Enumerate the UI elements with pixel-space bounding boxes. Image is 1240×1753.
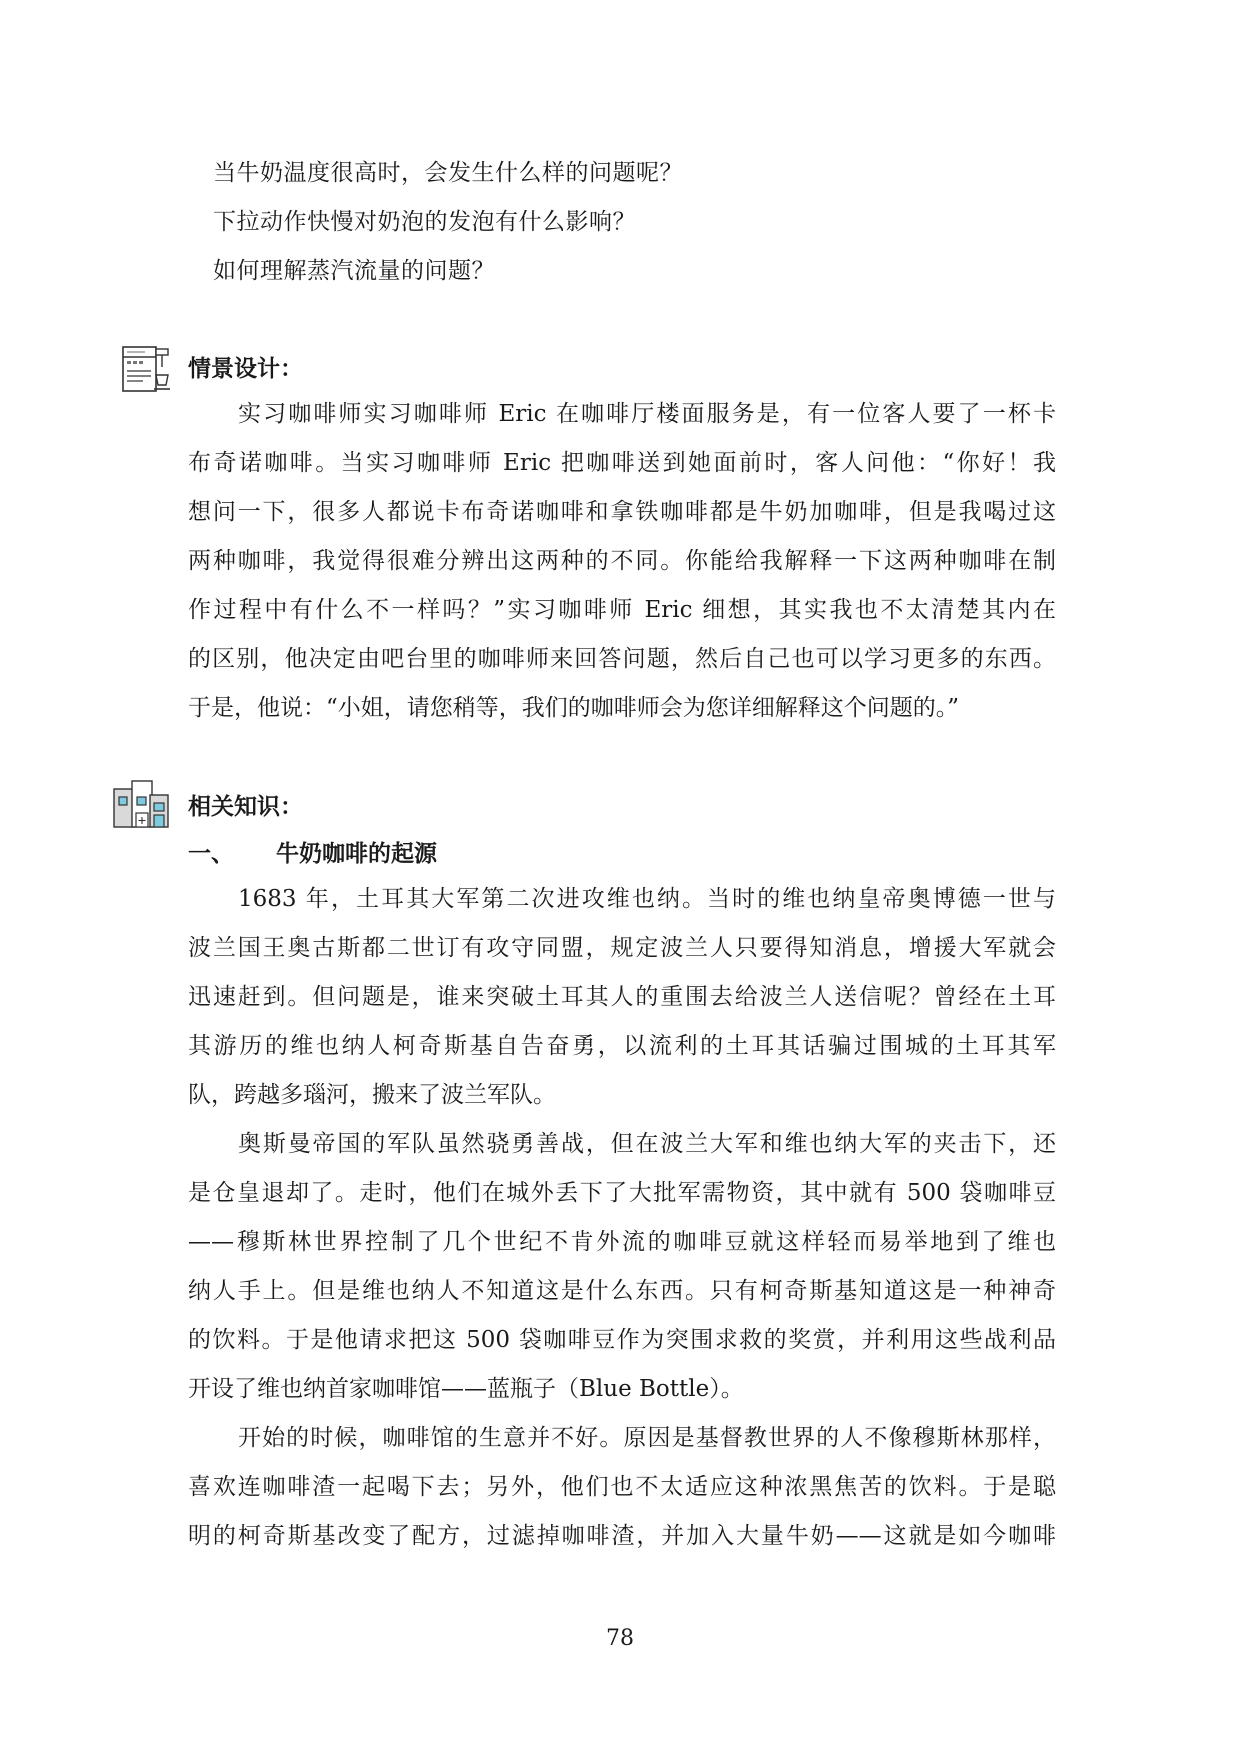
knowledge-paragraph: [188, 875, 1056, 1120]
text-line: 明的柯奇斯基改变了配方，过滤掉咖啡渣，并加入大量牛奶——这就是如今咖啡: [188, 1523, 1056, 1549]
subsection-number: 一、: [188, 840, 234, 867]
coffee-machine-icon: [121, 345, 171, 393]
knowledge-paragraph: [188, 1120, 1056, 1414]
text-line: 1683 年，土耳其大军第二次进攻维也纳。当时的维也纳皇帝奥博德一世与: [238, 886, 1056, 912]
text-line: 开设了维也纳首家咖啡馆——蓝瓶子（Blue Bottle）。: [188, 1376, 744, 1402]
text-line: 的区别，他决定由吧台里的咖啡师来回答问题，然后自己也可以学习更多的东西。: [188, 646, 1056, 672]
text-line: 开始的时候，咖啡馆的生意并不好。原因是基督教世界的人不像穆斯林那样，: [238, 1425, 1056, 1451]
building-icon: [112, 779, 170, 829]
text-line: 迅速赶到。但问题是，谁来突破土耳其人的重围去给波兰人送信呢？曾经在土耳: [188, 984, 1056, 1010]
page-number: 78: [606, 1626, 634, 1651]
text-line: 喜欢连咖啡渣一起喝下去；另外，他们也不太适应这种浓黑焦苦的饮料。于是聪: [188, 1474, 1056, 1500]
scenario-heading: 情景设计：: [188, 355, 303, 382]
text-line: 的饮料。于是他请求把这 500 袋咖啡豆作为突围求救的奖赏，并利用这些战利品: [188, 1327, 1056, 1353]
text-line: 波兰国王奥古斯都二世订有攻守同盟，规定波兰人只要得知消息，增援大军就会: [188, 935, 1056, 961]
text-line: 想问一下，很多人都说卡布奇诺咖啡和拿铁咖啡都是牛奶加咖啡，但是我喝过这: [188, 499, 1056, 525]
text-line: 是仓皇退却了。走时，他们在城外丢下了大批军需物资，其中就有 500 袋咖啡豆: [188, 1180, 1056, 1206]
knowledge-heading: 相关知识：: [188, 793, 303, 820]
text-line: 布奇诺咖啡。当实习咖啡师 Eric 把咖啡送到她面前时，客人问他：“你好！我: [188, 450, 1056, 476]
knowledge-paragraph: [188, 1414, 1056, 1561]
text-line: 纳人手上。但是维也纳人不知道这是什么东西。只有柯奇斯基知道这是一种神奇: [188, 1278, 1056, 1304]
subsection-title: 牛奶咖啡的起源: [276, 840, 437, 867]
text-line: 其游历的维也纳人柯奇斯基自告奋勇，以流利的土耳其话骗过围城的土耳其军: [188, 1033, 1056, 1059]
question-line: 如何理解蒸汽流量的问题？: [213, 258, 495, 284]
question-line: 当牛奶温度很高时，会发生什么样的问题呢？: [213, 160, 683, 186]
text-line: 于是，他说：“小姐，请您稍等，我们的咖啡师会为您详细解释这个问题的。”: [188, 695, 960, 721]
text-line: 奥斯曼帝国的军队虽然骁勇善战，但在波兰大军和维也纳大军的夹击下，还: [238, 1131, 1056, 1157]
scenario-paragraph: [188, 390, 1056, 733]
text-line: 作过程中有什么不一样吗？”实习咖啡师 Eric 细想，其实我也不太清楚其内在: [188, 597, 1056, 623]
subsection-heading: [188, 839, 437, 869]
text-line: 两种咖啡，我觉得很难分辨出这两种的不同。你能给我解释一下这两种咖啡在制: [188, 548, 1056, 574]
text-line: 队，跨越多瑙河，搬来了波兰军队。: [188, 1082, 556, 1108]
text-line: 实习咖啡师实习咖啡师 Eric 在咖啡厅楼面服务是，有一位客人要了一杯卡: [238, 401, 1056, 427]
question-line: 下拉动作快慢对奶泡的发泡有什么影响？: [213, 209, 636, 235]
text-line: ——穆斯林世界控制了几个世纪不肯外流的咖啡豆就这样轻而易举地到了维也: [188, 1229, 1056, 1255]
